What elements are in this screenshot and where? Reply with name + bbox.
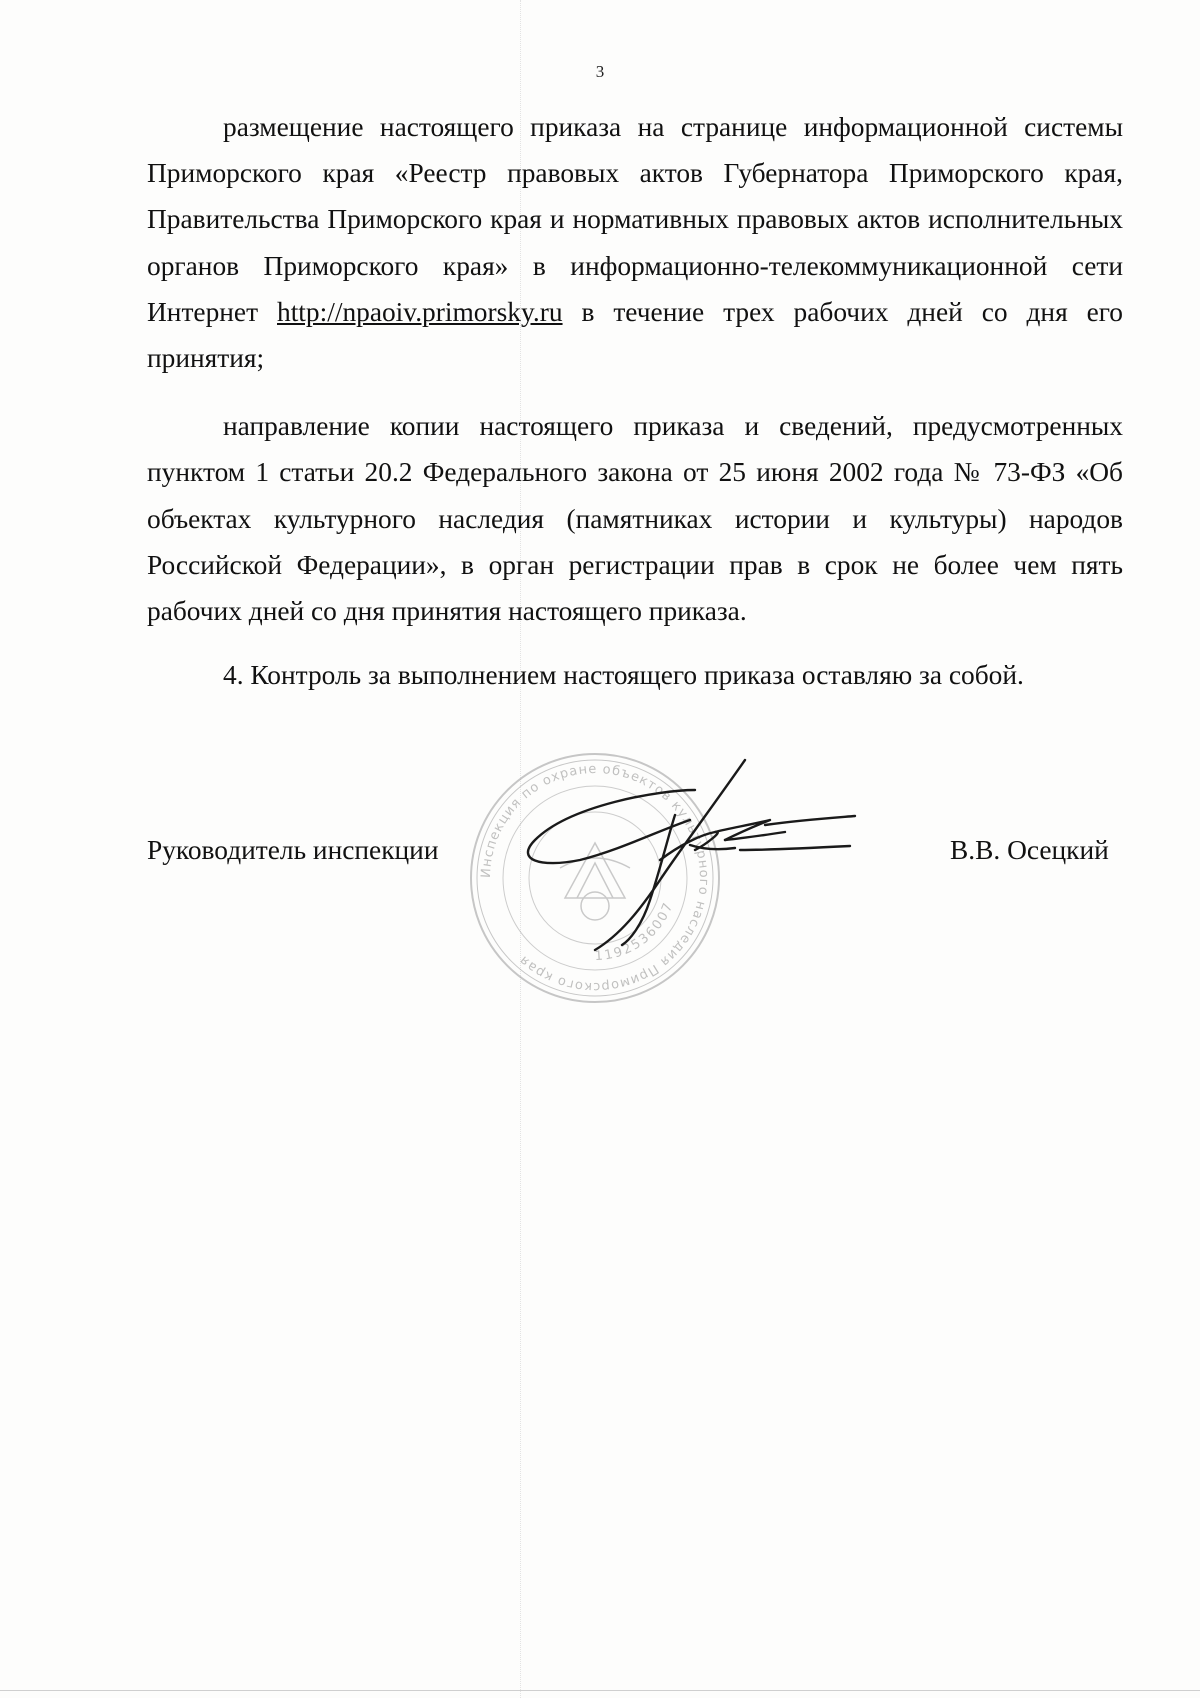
signatory-name: В.В. Осецкий [950, 835, 1109, 865]
paragraph-publication-text: размещение настоящего приказа на странице информационной системы Приморского края «Реестр правовых актов Губернатора Приморского края, Правительства Приморского края и нормативных правовых актов исполнительных органов Приморского края» в информационно-телекоммуникационной сети Интернет [147, 112, 1123, 327]
document-body [147, 104, 1123, 698]
seal-inner-number: 1192536007 [594, 899, 677, 965]
registry-link[interactable]: http://npaoiv.primorsky.ru [277, 296, 563, 327]
page-number: 3 [595, 62, 605, 81]
handwritten-signature [510, 750, 860, 960]
seal-outer-text: Инспекция по охране объектов культурного наследия Приморского края [478, 761, 712, 995]
scan-bottom-edge [0, 1690, 1200, 1691]
paragraph-publication [147, 104, 1123, 381]
paragraph-copy-direction: направление копии настоящего приказа и сведений, предусмотренных пунктом 1 статьи 20.2 Федерального закона от 25 июня 2002 года № 73-ФЗ «Об объектах культурного наследия (памятниках истории и культуры) народов Российской Федерации», в орган регистрации прав в срок не более чем пять рабочих дней со дня принятия настоящего приказа. [147, 411, 1123, 627]
signatory-position: Руководитель инспекции [147, 835, 439, 865]
paragraph-control: 4. Контроль за выполнением настоящего приказа оставляю за собой. [223, 660, 1024, 691]
paragraph-publication-end: в течение трех рабочих дней со дня его принятия; [147, 296, 1123, 374]
